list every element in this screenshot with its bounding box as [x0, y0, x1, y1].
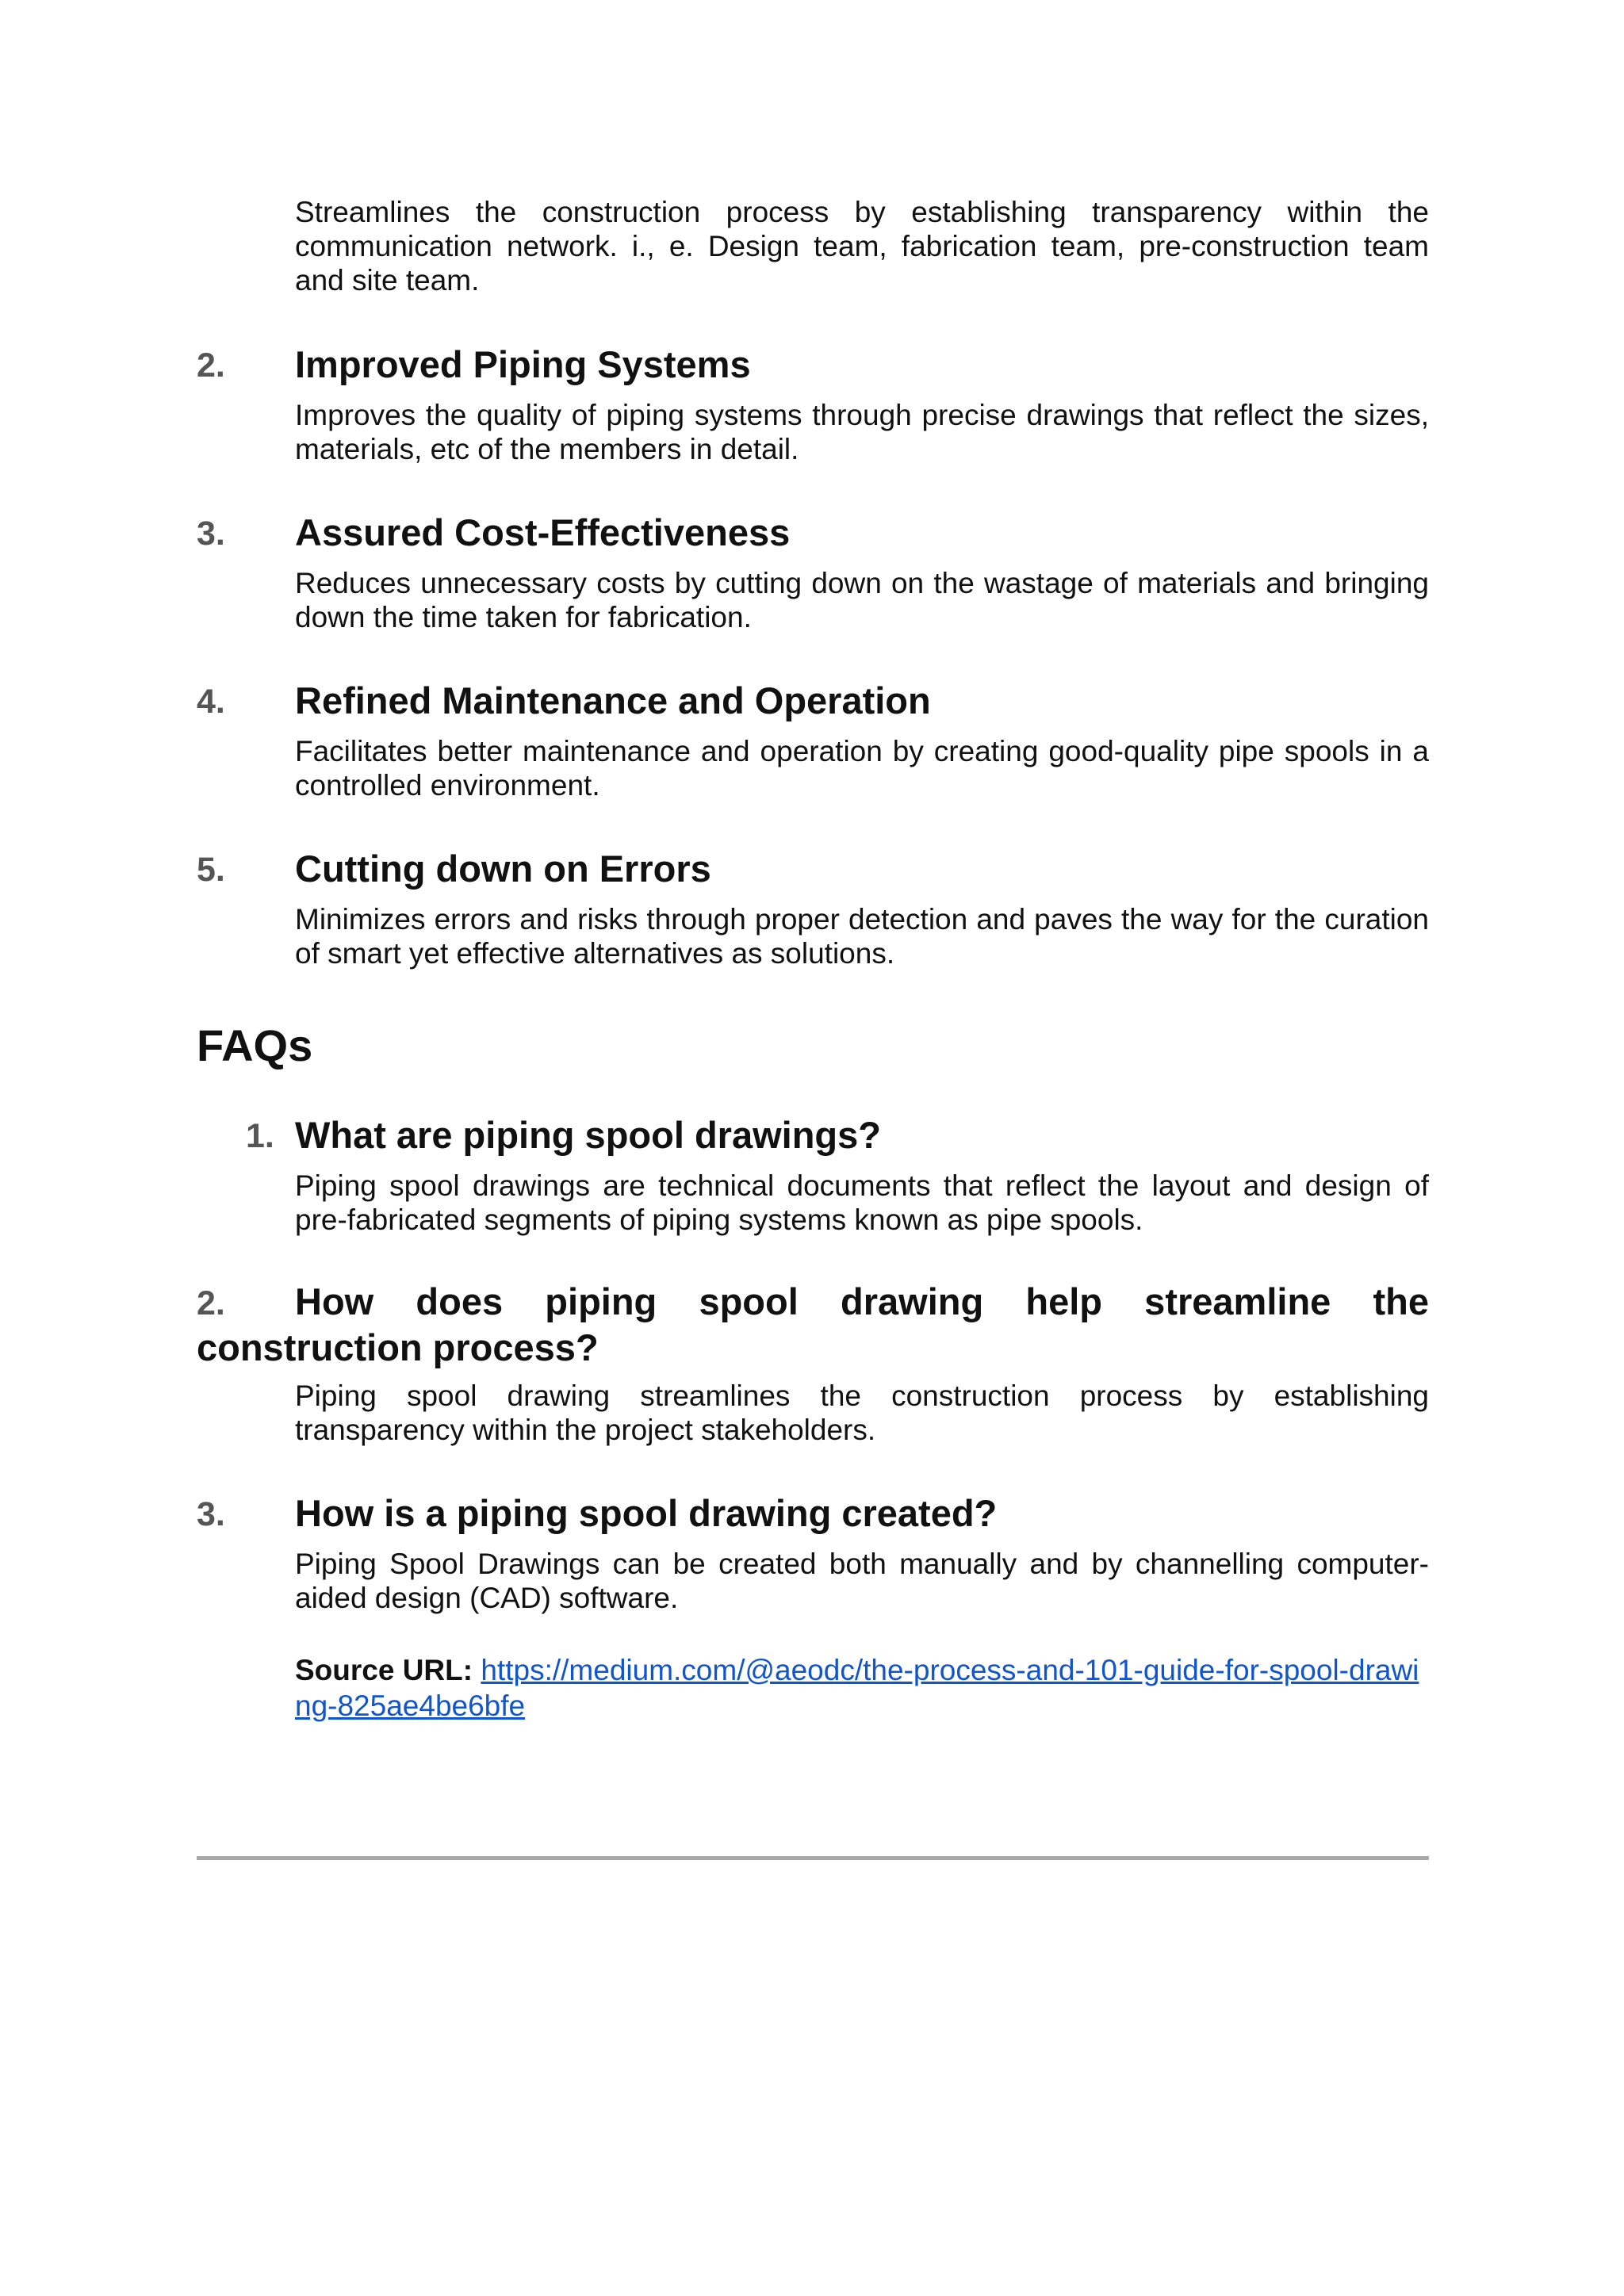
benefit-text: Facilitates better maintenance and operation by creating good-quality pipe spools in a controlled environment. — [295, 735, 1429, 802]
benefit-text: Improves the quality of piping systems through precise drawings that reflect the sizes, materials, etc of the members in detail. — [295, 399, 1429, 465]
benefit-number: 4. — [197, 683, 225, 721]
benefit-text: Minimizes errors and risks through proper detection and paves the way for the curation of smart yet effective alternatives as solutions. — [295, 903, 1429, 970]
faq-answer: Piping spool drawing streamlines the construction process by establishing transparency within the project stakeholders. — [295, 1380, 1429, 1446]
benefit-title: Assured Cost-Effectiveness — [295, 511, 791, 553]
faq-question: What are piping spool drawings? — [295, 1114, 881, 1156]
faqs-heading: FAQs — [197, 1020, 313, 1070]
faq-number: 1. — [246, 1117, 274, 1155]
faq-answer: Piping spool drawings are technical documents that reflect the layout and design of pre-fabricated segments of piping systems known as pipe spools. — [295, 1169, 1429, 1236]
benefit-number: 2. — [197, 346, 225, 385]
benefit-number: 3. — [197, 515, 225, 553]
faq-number: 2. — [197, 1284, 225, 1322]
source-line — [295, 1652, 1429, 1724]
source-label: Source URL: — [295, 1654, 473, 1686]
faq-question-wrapped — [197, 1280, 1429, 1370]
intro-paragraph: Streamlines the construction process by establishing transparency within the communication network. i., e. Design team, fabrication team, pre-construction team and site team. — [295, 196, 1429, 297]
benefit-title: Improved Piping Systems — [295, 343, 751, 385]
benefit-title: Cutting down on Errors — [295, 848, 711, 890]
source-link[interactable]: https://medium.com/@aeodc/the-process-and-101-guide-for-spool-drawing-825ae4be6bfe — [295, 1654, 1419, 1722]
faq-question: How does piping spool drawing help streamline the construction process? — [197, 1280, 1429, 1368]
benefit-title: Refined Maintenance and Operation — [295, 679, 931, 721]
footer-divider — [197, 1856, 1429, 1860]
faq-number: 3. — [197, 1495, 225, 1533]
benefit-number: 5. — [197, 851, 225, 889]
benefit-text: Reduces unnecessary costs by cutting down on the wastage of materials and bringing down the time taken for fabrication. — [295, 567, 1429, 633]
faq-answer: Piping Spool Drawings can be created both manually and by channelling computer-aided design (CAD) software. — [295, 1548, 1429, 1614]
faq-question: How is a piping spool drawing created? — [295, 1492, 998, 1534]
